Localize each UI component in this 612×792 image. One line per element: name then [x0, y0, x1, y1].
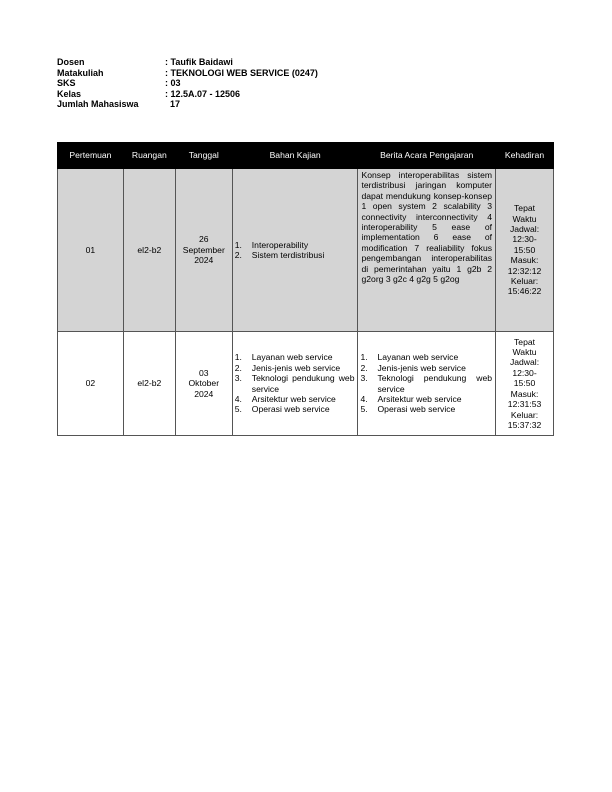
berita-acara-cell	[358, 332, 496, 436]
berita-acara-list	[360, 352, 492, 414]
list-item: 5. Operasi web service	[234, 404, 330, 415]
tanggal-cell	[175, 169, 232, 332]
pertemuan-cell: 01	[58, 169, 124, 332]
header-pertemuan: Pertemuan	[58, 143, 124, 169]
list-item: 2. Jenis-jenis web service	[234, 362, 341, 373]
berita-acara-cell: Konsep interoperabilitas sistem terdistribusi jaringan komputer dapat mendukung konsep-konsep 1 open system 2 scalability 3 connectivity interconnectivity 4 interoperability 5 ease of implementation 6 ease of modification 7 realiability fokus pengembangan interoperabilitas di pemerintahan yaitu 1 g2b 2 g2org 3 g2c 4 g2g 5 g2og	[358, 169, 496, 332]
kehadiran-cell: Tepat Waktu Jadwal: 12:30- 15:50 Masuk: 12:32:12 Keluar: 15:46:22	[496, 169, 554, 332]
list-item: 2. Jenis-jenis web service	[360, 362, 466, 373]
info-value: : TEKNOLOGI WEB SERVICE (0247)	[165, 67, 318, 78]
list-item: 3. Teknologi pendukung web service	[234, 373, 355, 394]
tanggal-text: 26 September 2024	[182, 234, 225, 266]
list-item: 4. Arsitektur web service	[360, 393, 462, 404]
ruangan-cell: el2-b2	[123, 332, 175, 436]
header-kehadiran: Kehadiran	[496, 143, 554, 169]
attendance-table	[57, 142, 554, 436]
ruangan-cell: el2-b2	[123, 169, 175, 332]
course-info	[57, 57, 318, 110]
tanggal-text: 03 Oktober 2024	[188, 367, 220, 399]
info-label: Dosen	[57, 57, 85, 67]
pertemuan-cell: 02	[58, 332, 124, 436]
table-row	[58, 169, 554, 332]
list-item: 2. Sistem terdistribusi	[234, 250, 325, 260]
info-label: SKS	[57, 78, 76, 88]
tanggal-cell	[175, 332, 232, 436]
table-header-row	[58, 143, 554, 169]
bahan-kajian-list	[235, 240, 355, 261]
info-row-kelas	[57, 89, 318, 100]
info-row-matakuliah	[57, 68, 318, 79]
bahan-kajian-cell	[232, 169, 358, 332]
info-label: Jumlah Mahasiswa	[57, 99, 139, 109]
list-item: 1. Interoperability	[234, 239, 309, 250]
kehadiran-cell: Tepat Waktu Jadwal: 12:30- 15:50 Masuk: 12:31:53 Keluar: 15:37:32	[496, 332, 554, 436]
header-tanggal: Tanggal	[175, 143, 232, 169]
info-row-sks	[57, 78, 318, 89]
info-value: : Taufik Baidawi	[165, 57, 233, 67]
info-row-jumlah-mahasiswa	[57, 99, 318, 110]
info-value: : 03	[165, 78, 181, 88]
bahan-kajian-cell	[232, 332, 358, 436]
header-bahan-kajian: Bahan Kajian	[232, 143, 358, 169]
info-row-dosen	[57, 57, 318, 68]
list-item: 1. Layanan web service	[360, 352, 459, 363]
info-value: : 12.5A.07 - 12506	[165, 88, 241, 99]
header-berita-acara: Berita Acara Pengajaran	[358, 143, 496, 169]
info-label: Matakuliah	[57, 67, 104, 78]
list-item: 5. Operasi web service	[360, 404, 456, 415]
list-item: 4. Arsitektur web service	[234, 393, 336, 404]
header-ruangan: Ruangan	[123, 143, 175, 169]
table-row	[58, 332, 554, 436]
info-value: 17	[170, 99, 181, 109]
list-item: 3. Teknologi pendukung web service	[360, 373, 493, 394]
list-item: 1. Layanan web service	[234, 352, 333, 363]
info-label: Kelas	[57, 88, 82, 99]
bahan-kajian-list	[235, 352, 355, 414]
